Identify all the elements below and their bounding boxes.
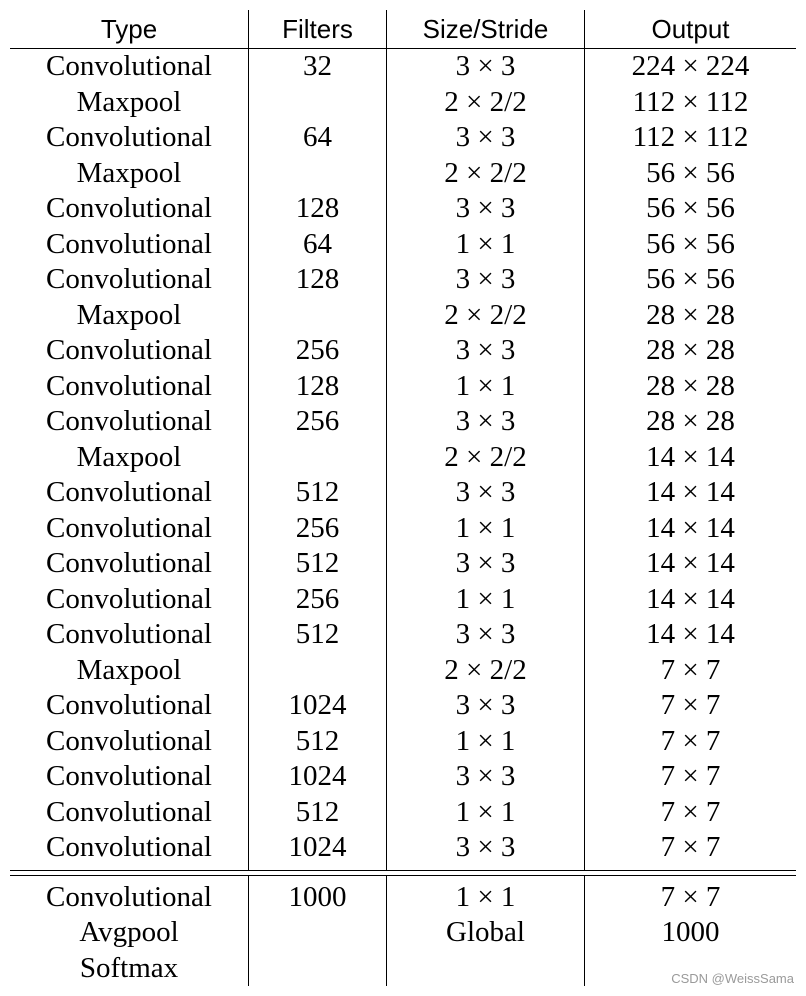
cell-filters: 256 xyxy=(248,333,386,369)
cell-filters: 512 xyxy=(248,546,386,582)
cell-type: Convolutional xyxy=(46,263,212,295)
cell-output: 14 × 14 xyxy=(584,440,796,476)
cell-type: Softmax xyxy=(79,951,179,984)
cell-size-stride: 2 × 2/2 xyxy=(386,440,584,476)
cell-filters: 512 xyxy=(248,795,386,831)
watermark: CSDN @WeissSama xyxy=(671,971,794,986)
cell-size-stride: 3 × 3 xyxy=(386,688,584,724)
table-row xyxy=(10,759,796,795)
cell-filters: 256 xyxy=(248,404,386,440)
cell-type: Convolutional xyxy=(46,760,212,792)
cell-output: 224 × 224 xyxy=(584,49,796,85)
cell-output: 7 × 7 xyxy=(584,688,796,724)
cell-output: 7 × 7 xyxy=(584,653,796,689)
cell-type: Convolutional xyxy=(46,582,212,615)
cell-output: 1000 xyxy=(584,915,796,951)
header-type: Type xyxy=(100,14,158,44)
cell-filters: 1000 xyxy=(248,880,386,916)
cell-filters: 256 xyxy=(248,582,386,618)
table-row xyxy=(10,191,796,227)
cell-output: 7 × 7 xyxy=(584,830,796,866)
cell-size-stride: 1 × 1 xyxy=(386,880,584,916)
cell-type: Convolutional xyxy=(46,880,212,913)
double-rule-gap-top xyxy=(10,866,796,870)
cell-output: 7 × 7 xyxy=(584,724,796,760)
table-row xyxy=(10,915,796,951)
header-filters: Filters xyxy=(248,10,386,48)
cell-type: Convolutional xyxy=(46,724,212,757)
cell-output: 28 × 28 xyxy=(584,298,796,334)
table-row xyxy=(10,653,796,689)
table-row xyxy=(10,298,796,334)
cell-size-stride xyxy=(386,951,584,987)
cell-size-stride: 1 × 1 xyxy=(386,227,584,263)
cell-size-stride: 1 × 1 xyxy=(386,795,584,831)
table-body xyxy=(10,49,796,866)
cell-type: Convolutional xyxy=(46,689,212,721)
cell-type: Convolutional xyxy=(46,405,212,437)
table-row xyxy=(10,85,796,121)
cell-type: Convolutional xyxy=(46,192,212,224)
header-size-stride: Size/Stride xyxy=(386,10,584,48)
cell-filters xyxy=(248,440,386,476)
cell-size-stride: 3 × 3 xyxy=(386,120,584,156)
cell-size-stride: 2 × 2/2 xyxy=(386,85,584,121)
table-row xyxy=(10,511,796,547)
cell-output: 14 × 14 xyxy=(584,617,796,653)
cell-type: Convolutional xyxy=(46,334,212,366)
cell-output: 56 × 56 xyxy=(584,156,796,192)
cell-type: Convolutional xyxy=(46,476,212,508)
cell-filters xyxy=(248,156,386,192)
cell-type: Avgpool xyxy=(79,916,179,948)
cell-output: 28 × 28 xyxy=(584,404,796,440)
table-row xyxy=(10,617,796,653)
cell-filters: 1024 xyxy=(248,759,386,795)
cell-filters: 512 xyxy=(248,724,386,760)
table-row xyxy=(10,795,796,831)
table-row xyxy=(10,582,796,618)
cell-size-stride: 3 × 3 xyxy=(386,475,584,511)
cell-size-stride: 2 × 2/2 xyxy=(386,653,584,689)
cell-output: 14 × 14 xyxy=(584,511,796,547)
cell-filters xyxy=(248,653,386,689)
cell-type: Maxpool xyxy=(76,298,182,331)
cell-output: 7 × 7 xyxy=(584,880,796,916)
cell-filters: 128 xyxy=(248,369,386,405)
cell-type: Convolutional xyxy=(46,227,212,260)
cell-type: Convolutional xyxy=(46,369,212,402)
cell-size-stride: 3 × 3 xyxy=(386,759,584,795)
cell-size-stride: 3 × 3 xyxy=(386,262,584,298)
cell-filters: 512 xyxy=(248,617,386,653)
table-row xyxy=(10,227,796,263)
table-row xyxy=(10,369,796,405)
cell-size-stride: 3 × 3 xyxy=(386,546,584,582)
cell-output: 28 × 28 xyxy=(584,333,796,369)
cell-type: Maxpool xyxy=(76,653,182,686)
cell-output: 112 × 112 xyxy=(584,85,796,121)
cell-size-stride: 1 × 1 xyxy=(386,511,584,547)
cell-type: Convolutional xyxy=(46,511,212,544)
cell-filters: 128 xyxy=(248,262,386,298)
cell-size-stride: 3 × 3 xyxy=(386,191,584,227)
cell-filters: 128 xyxy=(248,191,386,227)
cell-size-stride: 3 × 3 xyxy=(386,830,584,866)
cell-type: Convolutional xyxy=(46,618,212,650)
cell-output: 56 × 56 xyxy=(584,262,796,298)
cell-output: 7 × 7 xyxy=(584,759,796,795)
cell-output: 112 × 112 xyxy=(584,120,796,156)
cell-size-stride: 1 × 1 xyxy=(386,369,584,405)
cell-filters: 64 xyxy=(248,120,386,156)
cell-output: 14 × 14 xyxy=(584,546,796,582)
cell-output: 28 × 28 xyxy=(584,369,796,405)
cell-size-stride: 3 × 3 xyxy=(386,333,584,369)
cell-size-stride: 2 × 2/2 xyxy=(386,156,584,192)
cell-type: Maxpool xyxy=(76,156,182,189)
cell-size-stride: 2 × 2/2 xyxy=(386,298,584,334)
cell-filters: 64 xyxy=(248,227,386,263)
table-row xyxy=(10,120,796,156)
cell-size-stride: Global xyxy=(386,915,584,951)
table-row xyxy=(10,49,796,85)
header-output: Output xyxy=(584,10,796,48)
cell-type: Maxpool xyxy=(76,85,182,118)
cell-size-stride: 1 × 1 xyxy=(386,582,584,618)
cell-type: Convolutional xyxy=(46,795,212,828)
cell-filters: 1024 xyxy=(248,688,386,724)
table-row xyxy=(10,156,796,192)
cell-filters: 512 xyxy=(248,475,386,511)
table-row xyxy=(10,475,796,511)
table-header-row xyxy=(10,10,796,48)
cell-size-stride: 3 × 3 xyxy=(386,404,584,440)
cell-output: 56 × 56 xyxy=(584,227,796,263)
cell-size-stride: 3 × 3 xyxy=(386,617,584,653)
table-row xyxy=(10,333,796,369)
table-row xyxy=(10,724,796,760)
cell-filters: 1024 xyxy=(248,830,386,866)
cell-filters xyxy=(248,85,386,121)
table-row xyxy=(10,262,796,298)
cell-filters xyxy=(248,915,386,951)
cell-output: 14 × 14 xyxy=(584,475,796,511)
table-row xyxy=(10,546,796,582)
table-row xyxy=(10,688,796,724)
cell-type: Convolutional xyxy=(46,547,212,579)
cell-filters xyxy=(248,951,386,987)
cell-type: Convolutional xyxy=(46,121,212,153)
cell-filters: 256 xyxy=(248,511,386,547)
cell-size-stride: 1 × 1 xyxy=(386,724,584,760)
table-row xyxy=(10,440,796,476)
cell-filters: 32 xyxy=(248,49,386,85)
cell-output: 56 × 56 xyxy=(584,191,796,227)
cell-filters xyxy=(248,298,386,334)
cell-size-stride: 3 × 3 xyxy=(386,49,584,85)
cell-output: 14 × 14 xyxy=(584,582,796,618)
cell-type: Maxpool xyxy=(76,440,182,473)
table-row xyxy=(10,880,796,916)
cell-output: 7 × 7 xyxy=(584,795,796,831)
cell-type: Convolutional xyxy=(46,831,212,863)
table-row xyxy=(10,404,796,440)
architecture-table xyxy=(10,10,796,986)
cell-type: Convolutional xyxy=(46,50,212,82)
table-row xyxy=(10,830,796,866)
